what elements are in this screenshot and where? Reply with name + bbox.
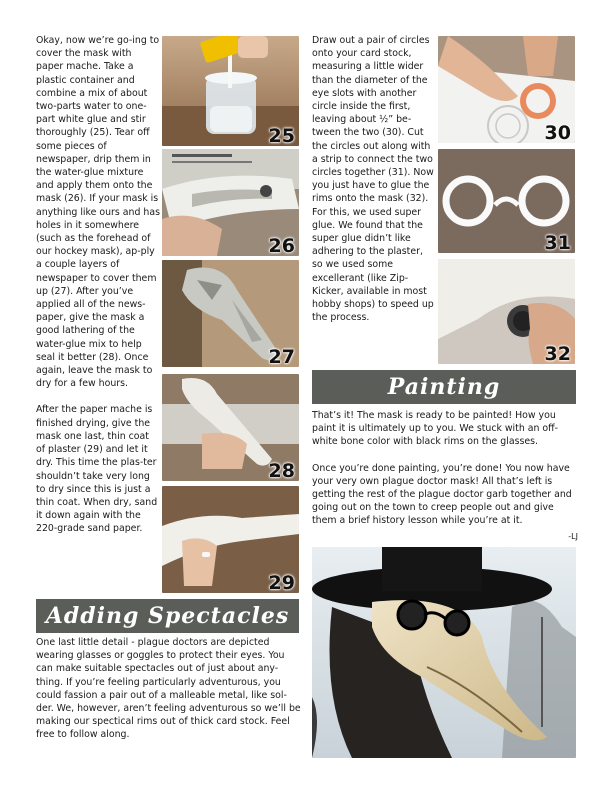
photo-29 — [162, 486, 299, 593]
column-left-text — [36, 34, 160, 549]
photo-25 — [162, 36, 299, 146]
plague-doctor-mask-photo — [312, 547, 576, 758]
photo-31 — [438, 149, 575, 253]
photo-number: 29 — [268, 572, 295, 593]
painting-paragraph-1: That’s it! The mask is ready to be painted! How you paint it is ultimately up to you. We stuck with an off-white bone color with black rims on the glasses. — [312, 410, 559, 448]
photo-number: 27 — [268, 346, 295, 367]
painting-heading: Painting — [312, 370, 576, 404]
painting-text — [312, 409, 578, 543]
photo-number: 30 — [544, 122, 571, 143]
adding-spectacles-heading: Adding Spectacles — [36, 599, 299, 633]
photo-26 — [162, 149, 299, 256]
photo-number: 25 — [268, 125, 295, 146]
photo-number: 32 — [544, 343, 571, 364]
photo-number: 28 — [268, 460, 295, 481]
photo-number: 31 — [544, 232, 571, 253]
paper-mache-paragraph: Okay, now we’re go-ing to cover the mask with paper mache. Take a plastic container and combine a mix of about two-parts water to one-part white glue and stir thoroughly (25). Tear off some pieces of newspaper, drip them in the water-glue mixture and apply them onto the mask (26). If your mask is anything like ours and has holes in it somewhere (such as the forehead of our hockey mask), ap-ply a couple layers of newspaper to cover them up (27). After you’ve applied all of the news-paper, give the mask a good lathering of the water-glue mix to help seal it better (28). Once again, leave the mask to dry for a few hours. — [36, 35, 160, 390]
author-signature: -LJ — [568, 531, 578, 541]
column-middle-text — [312, 34, 436, 337]
rims-paragraph: Draw out a pair of circles onto your card stock, measuring a little wider than the diameter of the eye slots with another circle inside the first, leaving about ½” be-tween the two (30). Cut the circles out along with a strip to connect the two circles together (31). Now you just have to glue the rims onto the mask (32). For this, we used super glue. We found that the super glue didn’t like adhering to the plaster, so we used some excellerant (like Zip-Kicker, available in most hobby shops) to speed up the process. — [312, 35, 434, 324]
photo-32 — [438, 259, 575, 364]
finished-mask-photo — [312, 547, 576, 758]
photo-27 — [162, 260, 299, 367]
photo-number: 26 — [268, 235, 295, 256]
plaster-paragraph: After the paper mache is finished drying, give the mask one last, thin coat of plaster (29) and let it dry. This time the plas-ter shouldn’t take very long to dry since this is just a thin coat. When dry, sand it down again with the 220-grade sand paper. — [36, 404, 158, 535]
photo-28 — [162, 374, 299, 481]
spectacles-text — [36, 636, 302, 755]
photo-30 — [438, 36, 575, 143]
painting-paragraph-2: Once you’re done painting, you’re done! You now have your very own plague doctor mask! All that’s left is getting the rest of the plague doctor garb together and going out on the town to creep people out and give them a brief history lesson while you’re at it. — [312, 462, 572, 527]
spectacles-paragraph: One last little detail - plague doctors are depicted wearing glasses or goggles to protect their eyes. You can make suitable spectacles out of just about any-thing. If you’re feeling particularly adventurous, you could fassion a pair out of a malleable metal, like sol-der. We, however, aren’t feeling adventurous so we’ll be making our spectical rims out of thick card stock. Feel free to follow along. — [36, 637, 301, 741]
